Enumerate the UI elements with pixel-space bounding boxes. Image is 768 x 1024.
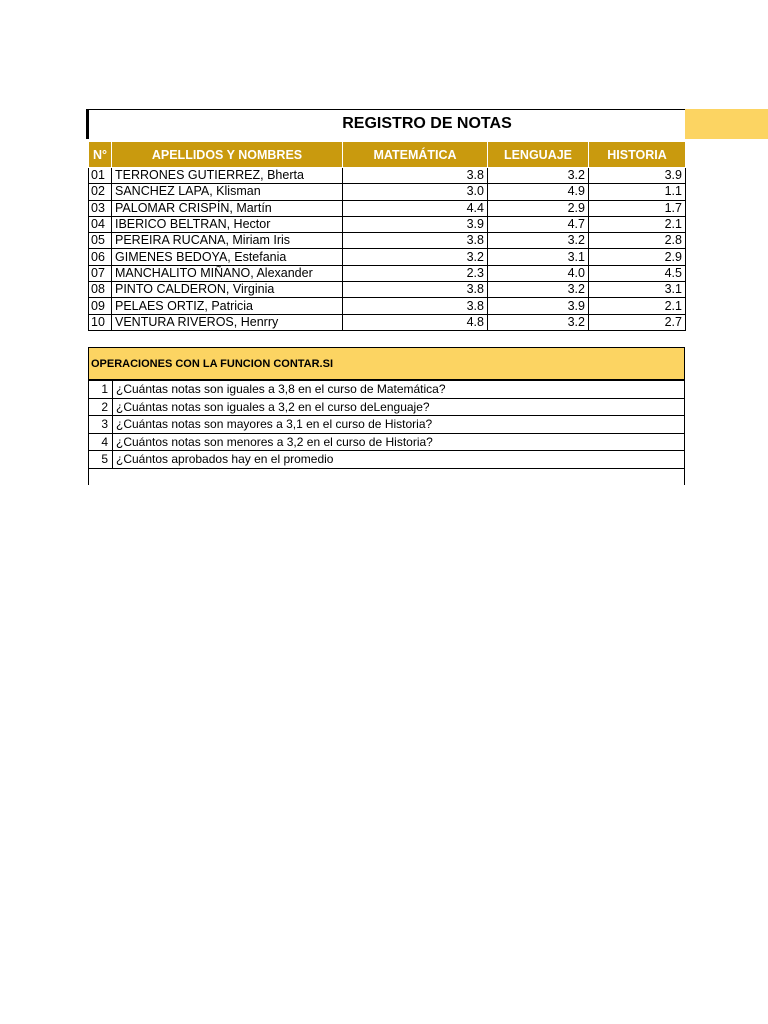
cell-name[interactable]: TERRONES GUTIERREZ, Bherta — [112, 168, 343, 184]
cell-math[interactable]: 3.8 — [343, 282, 488, 298]
question-text[interactable]: ¿Cuántas notas son mayores a 3,1 en el curso de Historia? — [113, 416, 685, 434]
cell-lang[interactable]: 3.2 — [488, 233, 589, 249]
cell-num[interactable]: 02 — [89, 184, 112, 200]
cell-name[interactable]: PELAES ORTIZ, Patricia — [112, 298, 343, 314]
cell-hist[interactable]: 3.1 — [589, 282, 686, 298]
question-row — [89, 416, 685, 434]
header-num[interactable]: N° — [89, 142, 112, 168]
operations-empty-row[interactable] — [88, 469, 685, 485]
cell-lang[interactable]: 4.9 — [488, 184, 589, 200]
cell-lang[interactable]: 4.7 — [488, 216, 589, 232]
questions-table — [88, 380, 685, 469]
cell-num[interactable]: 07 — [89, 265, 112, 281]
question-number[interactable]: 4 — [89, 433, 113, 451]
cell-math[interactable]: 3.8 — [343, 168, 488, 184]
cell-name[interactable]: MANCHALITO MIÑANO, Alexander — [112, 265, 343, 281]
cell-math[interactable]: 3.2 — [343, 249, 488, 265]
table-row — [89, 314, 686, 330]
grades-header-row — [89, 142, 686, 168]
header-lang[interactable]: LENGUAJE — [488, 142, 589, 168]
table-row — [89, 184, 686, 200]
cell-hist[interactable]: 3.9 — [589, 168, 686, 184]
cell-hist[interactable]: 2.1 — [589, 298, 686, 314]
table-row — [89, 298, 686, 314]
cell-hist[interactable]: 1.1 — [589, 184, 686, 200]
cell-lang[interactable]: 3.9 — [488, 298, 589, 314]
table-row — [89, 249, 686, 265]
grades-body — [89, 168, 686, 331]
cell-lang[interactable]: 3.1 — [488, 249, 589, 265]
cell-hist[interactable]: 1.7 — [589, 200, 686, 216]
question-number[interactable]: 3 — [89, 416, 113, 434]
cell-name[interactable]: PEREIRA RUCANA, Miriam Iris — [112, 233, 343, 249]
cell-name[interactable]: GIMENES BEDOYA, Estefania — [112, 249, 343, 265]
cell-hist[interactable]: 2.7 — [589, 314, 686, 330]
cell-hist[interactable]: 2.8 — [589, 233, 686, 249]
table-row — [89, 233, 686, 249]
table-row — [89, 200, 686, 216]
question-row — [89, 381, 685, 399]
question-row — [89, 433, 685, 451]
grades-table — [88, 141, 686, 331]
question-text[interactable]: ¿Cuántos notas son menores a 3,2 en el curso de Historia? — [113, 433, 685, 451]
cell-hist[interactable]: 2.9 — [589, 249, 686, 265]
cell-num[interactable]: 04 — [89, 216, 112, 232]
cell-lang[interactable]: 3.2 — [488, 282, 589, 298]
sheet-title: REGISTRO DE NOTAS — [342, 115, 512, 132]
cell-math[interactable]: 2.3 — [343, 265, 488, 281]
cell-math[interactable]: 3.9 — [343, 216, 488, 232]
question-row — [89, 398, 685, 416]
cell-lang[interactable]: 2.9 — [488, 200, 589, 216]
cell-name[interactable]: PINTO CALDERON, Virginia — [112, 282, 343, 298]
cell-lang[interactable]: 3.2 — [488, 314, 589, 330]
cell-num[interactable]: 01 — [89, 168, 112, 184]
cell-lang[interactable]: 3.2 — [488, 168, 589, 184]
cell-num[interactable]: 09 — [89, 298, 112, 314]
question-number[interactable]: 2 — [89, 398, 113, 416]
cell-name[interactable]: SANCHEZ LAPA, Klisman — [112, 184, 343, 200]
operations-section — [88, 347, 685, 485]
header-math[interactable]: MATEMÁTICA — [343, 142, 488, 168]
questions-body — [89, 381, 685, 469]
header-hist[interactable]: HISTORIA — [589, 142, 686, 168]
cell-math[interactable]: 3.8 — [343, 233, 488, 249]
cell-num[interactable]: 06 — [89, 249, 112, 265]
table-row — [89, 265, 686, 281]
cell-name[interactable]: VENTURA RIVEROS, Henrry — [112, 314, 343, 330]
cell-num[interactable]: 10 — [89, 314, 112, 330]
cell-math[interactable]: 4.8 — [343, 314, 488, 330]
cell-num[interactable]: 03 — [89, 200, 112, 216]
header-name[interactable]: APELLIDOS Y NOMBRES — [112, 142, 343, 168]
table-row — [89, 168, 686, 184]
cell-math[interactable]: 4.4 — [343, 200, 488, 216]
cell-lang[interactable]: 4.0 — [488, 265, 589, 281]
cell-hist[interactable]: 4.5 — [589, 265, 686, 281]
question-text[interactable]: ¿Cuántos aprobados hay en el promedio — [113, 451, 685, 469]
cell-math[interactable]: 3.0 — [343, 184, 488, 200]
table-row — [89, 282, 686, 298]
question-number[interactable]: 5 — [89, 451, 113, 469]
table-row — [89, 216, 686, 232]
cell-math[interactable]: 3.8 — [343, 298, 488, 314]
cell-num[interactable]: 05 — [89, 233, 112, 249]
cell-name[interactable]: IBERICO BELTRAN, Hector — [112, 216, 343, 232]
cell-num[interactable]: 08 — [89, 282, 112, 298]
cell-hist[interactable]: 2.1 — [589, 216, 686, 232]
operations-title[interactable]: OPERACIONES CON LA FUNCION CONTAR.SI — [88, 347, 685, 380]
question-row — [89, 451, 685, 469]
question-number[interactable]: 1 — [89, 381, 113, 399]
question-text[interactable]: ¿Cuántas notas son iguales a 3,2 en el curso deLenguaje? — [113, 398, 685, 416]
cell-name[interactable]: PALOMAR CRISPÍN, Martín — [112, 200, 343, 216]
question-text[interactable]: ¿Cuántas notas son iguales a 3,8 en el curso de Matemática? — [113, 381, 685, 399]
